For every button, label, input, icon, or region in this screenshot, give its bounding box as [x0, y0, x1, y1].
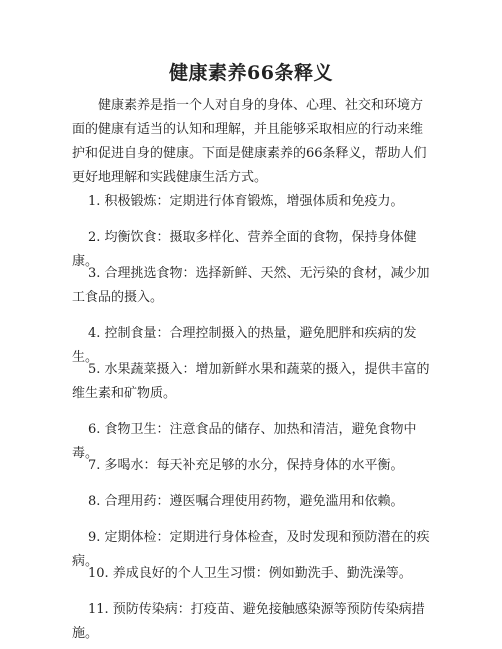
list-item: 10. 养成良好的个人卫生习惯：例如勤洗手、勤洗澡等。 [88, 566, 412, 581]
intro-paragraph: 健康素养是指一个人对自身的身体、心理、社交和环境方面的健康有适当的认知和理解，并且能够采取相应的行动来维护和促进自身的健康。下面是健康素养的66条释义，帮助人们更好地理解和实践健康生活方式。 [72, 98, 427, 185]
list-item: 1. 积极锻炼：定期进行体育锻炼，增强体质和免疫力。 [88, 194, 404, 209]
document-title: 健康素养66条释义 [169, 62, 333, 84]
list-item: 3. 合理挑选食物：选择新鲜、天然、无污染的食材，减少加工食品的摄入。 [72, 266, 430, 305]
list-item: 11. 预防传染病：打疫苗、避免接触感染源等预防传染病措施。 [72, 602, 425, 641]
list-item: 6. 食物卫生：注意食品的储存、加热和清洁，避免食物中毒。 [72, 422, 417, 461]
list-item: 9. 定期体检：定期进行身体检查，及时发现和预防潜在的疾病。 [72, 530, 430, 569]
list-item: 7. 多喝水：每天补充足够的水分，保持身体的水平衡。 [88, 458, 404, 473]
list-item: 8. 合理用药：遵医嘱合理使用药物，避免滥用和依赖。 [88, 494, 404, 509]
list-item: 4. 控制食量：合理控制摄入的热量，避免肥胖和疾病的发生。 [72, 326, 417, 365]
list-item: 2. 均衡饮食：摄取多样化、营养全面的食物，保持身体健康。 [72, 230, 417, 269]
list-item: 5. 水果蔬菜摄入：增加新鲜水果和蔬菜的摄入，提供丰富的维生素和矿物质。 [72, 362, 430, 401]
